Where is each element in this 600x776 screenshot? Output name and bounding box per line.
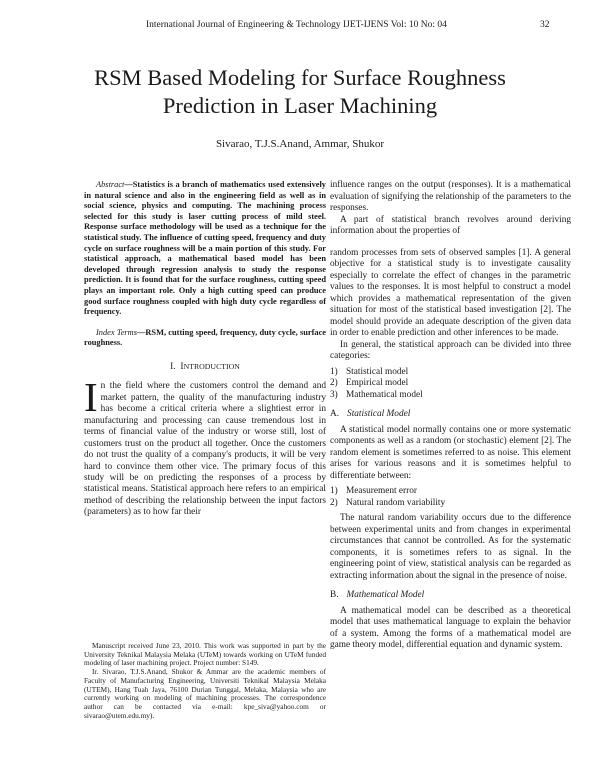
variability-list [330,486,571,509]
paragraph: A statistical model normally contains one or more systematic components as well as a random (or stochastic) element [2]. The random element is sometimes referred to as noise. This element arises for various reasons and it is sometimes helpful to differentiate between: [330,424,571,481]
abstract-text: —Statistics is a branch of mathematics used extensively in natural science and also in the engineering field as well as in social science, physics and computing. The machining process selected for this study is laser cutting process of mild steel. Response surface methodology will be used as a technique for the statistical study. The influence of cutting speed, frequency and duty cycle on surface roughness will be a main portion of this study. For statistical approach, a mathematical based model has been developed through regression analysis to study the response prediction. It is found that for the surface roughness, cutting speed plays an important role. Only a high cutting speed can produce good surface roughness coupled with high duty cycle regardless of frequency. [84,180,326,317]
authors: Sivarao, T.J.S.Anand, Ammar, Shukor [215,138,385,150]
subsection-heading-mathematical-model: B. Mathematical Model [330,590,425,600]
subsection-heading-statistical-model: A. Statistical Model [330,409,411,419]
intro-paragraph [84,374,326,518]
right-column [330,180,571,652]
footnote-manuscript: Manuscript received June 23, 2010. This work was supported in part by the University Teknikal Malaysia Melaka (UTeM) towards working on UTeM funded modeling of laser machining project. Project number: S149. [84,641,326,668]
index-terms-text: —RSM, cutting speed, frequency, duty cycle, surface roughness. [84,327,327,348]
paragraph: A mathematical model can be described as a theoretical model that uses mathematical language to explain the behavior of a system. Among the forms of a mathematical model are game theory model, differential equation and dynamic system. [330,605,571,650]
paragraph: A part of statistical branch revolves around deriving information about the properties of [330,214,571,236]
index-terms-label: Index Terms [96,327,137,337]
paper-title [40,64,560,120]
running-header [0,20,600,34]
intro-text: n the field where the customers control the demand and market pattern, the quality of the manufacturing industry has become a critical criteria where a slightiest error in manufacturing and processing can cause tremendous lost in terms of financial value of the industry or worse still, lost of customers trust on the product all together. Once the customers do not trust the quality of a company's products, it will be very hard to convince them other vice. The primary focus of this study will be on predicting the responses of a process by statistical means. Statistical approach here refers to an empirical method of describing the relationship between the input factors (parameters) as to how far their [84,381,326,518]
footnotes [84,642,326,720]
drop-cap: I [84,374,98,421]
paragraph: random processes from sets of observed samples [1]. A general objective for a statistical study is to investigate causality especially to correlate the effect of changes in the parametric values to the responses. It is most helpful to construct a model which provides a mathematical representation of the given situation for most of the statistical based investigation [2]. The model should provide an adequate description of the given data in order to enable prediction and other inferences to be made. [330,247,571,338]
left-column [84,180,326,519]
journal-name: International Journal of Engineering & Technology IJET-IJENS Vol: 10 No: 04 [146,20,447,30]
paragraph: influence ranges on the output (responses). It is a mathematical evaluation of signifying the relationship of the parameters to the responses. [330,180,571,213]
list-item: 2) Natural random variability [330,497,446,508]
index-terms [84,328,326,349]
title-line-2: Prediction in Laser Machining [162,93,438,118]
abstract [84,180,326,318]
list-item: 1) Measurement error [330,486,417,496]
list-item: 2) Empirical model [330,378,409,388]
title-line-1: RSM Based Modeling for Surface Roughness [94,65,506,90]
list-item: 3) Mathematical model [330,389,423,400]
model-categories-list [330,367,571,402]
footnote-affiliation: Ir. Sivarao, T.J.S.Anand, Shukor & Ammar are the academic members of Faculty of Manufacturing Engineering, Universiti Teknikal Malaysia Melaka (UTEM), Hang Tuah Jaya, 76100 Durian Tunggal, Melaka, Malaysia who are currently working on modeling of machining processes. The correspondence author can be contacted via e-mail: kpe_siva@yahoo.com or sivarao@utem.edu.my). [84,667,326,720]
abstract-label: Abstract [96,180,125,189]
list-item: 1) Statistical model [330,366,409,377]
section-heading-introduction: I. INTRODUCTION [170,361,240,372]
paragraph: The natural random variability occurs due to the difference between experimental units and from changes in experimental circumstances that cannot be controlled. As for the systematic components, it is sometimes refers to as signal. In the engineering point of view, statistical analysis can be regarded as extracting information about the signal in the presence of noise. [330,513,571,581]
page-number: 32 [540,20,550,30]
paragraph: In general, the statistical approach can be divided into three categories: [330,339,571,361]
